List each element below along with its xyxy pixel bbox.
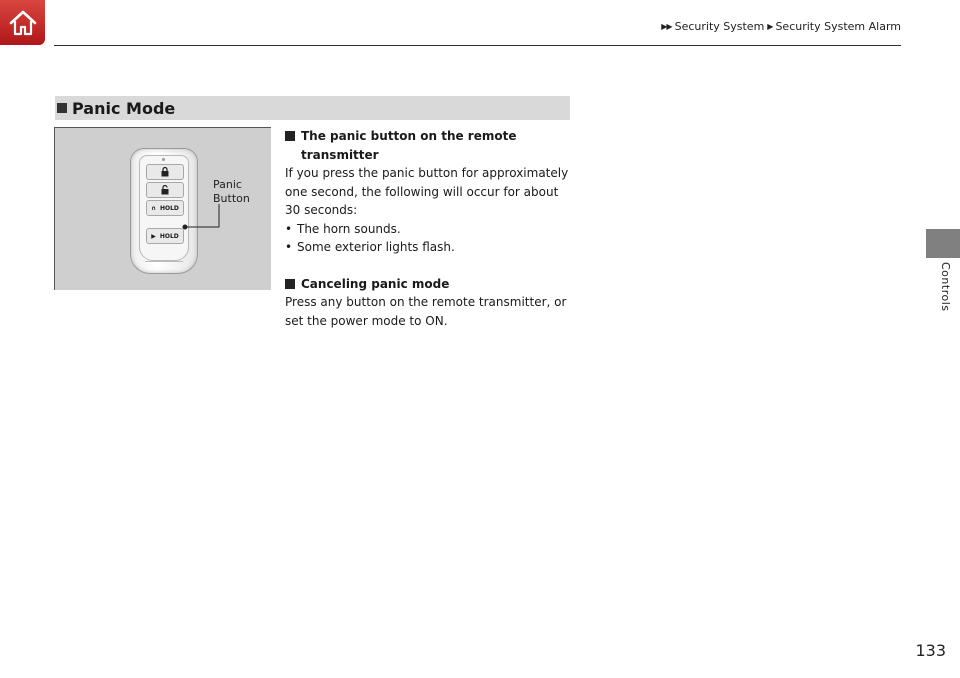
- bullet-dot-icon: •: [285, 240, 293, 254]
- breadcrumb-arrow-icon: ▶: [767, 22, 773, 31]
- page-number: 133: [915, 641, 946, 660]
- callout-leader-line: [55, 128, 271, 290]
- list-item: • The horn sounds.: [285, 220, 575, 239]
- body-text: [285, 127, 575, 330]
- home-button[interactable]: [0, 0, 45, 45]
- square-bullet-icon: [285, 279, 295, 289]
- subheading-canceling-panic-mode: Canceling panic mode: [285, 275, 575, 294]
- callout-label: Panic Button: [213, 178, 250, 205]
- paragraph: If you press the panic button for approximately one second, the following will occur for about 30 seconds:: [285, 166, 569, 217]
- remote-start-icon: ∩: [151, 204, 156, 212]
- square-bullet-icon: [57, 103, 67, 113]
- breadcrumb: [661, 20, 901, 33]
- remote-transmitter-illustration: [54, 127, 271, 290]
- panic-hold-label: HOLD: [159, 232, 179, 240]
- play-icon: ▶: [151, 232, 156, 240]
- header-divider: [54, 45, 901, 46]
- bullet-dot-icon: •: [285, 221, 293, 236]
- subheading-panic-button: The panic button on the remote transmitter: [285, 127, 575, 164]
- side-tab-controls[interactable]: [926, 229, 960, 258]
- remote-start-hold-label: HOLD: [159, 204, 179, 212]
- section-title: Panic Mode: [72, 98, 176, 118]
- section-header: [55, 96, 570, 120]
- house-icon: [7, 7, 39, 39]
- breadcrumb-current-page: Security System Alarm: [775, 20, 901, 33]
- breadcrumb-link-security-system[interactable]: Security System: [674, 20, 765, 33]
- list-item: • Some exterior lights flash.: [285, 238, 575, 257]
- paragraph: Press any button on the remote transmitter, or set the power mode to ON.: [285, 295, 567, 328]
- breadcrumb-arrow-icon: ▶▶: [661, 22, 672, 31]
- square-bullet-icon: [285, 131, 295, 141]
- side-tab-label: Controls: [939, 262, 952, 312]
